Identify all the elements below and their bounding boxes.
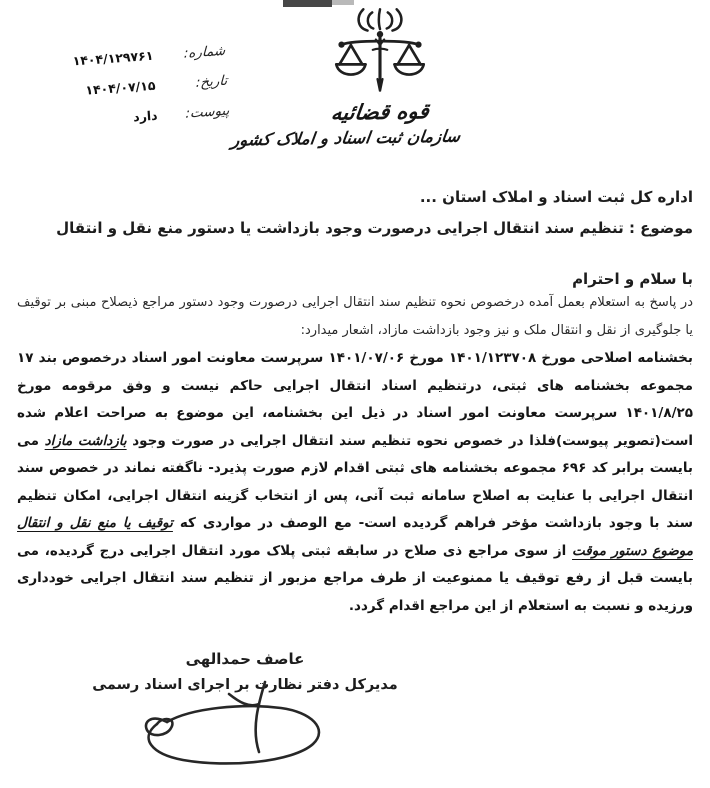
body-segment-emphasis: توقیف یا منع نقل و انتقال موضوع دستور موقت [17,515,694,559]
date-value: ۱۴۰۴/۰۷/۱۵ [84,77,156,98]
meta-row-attachment [19,103,230,134]
date-label: تاریخ: [195,72,228,91]
body-segment: از سوی مراجع ذی صلاح در سابقه ثبتی پلاک مورد انتقال اجرایی درج گردیده، می بایست قبل از رفع توقیف یا ممنوعیت از طرف مراجع مزبور از تنظیم سند انتقال اجرایی خودداری ورزیده و نسبت به استعلام از این مراجع اقدام گردد. [17,542,693,614]
number-label: شماره: [183,42,226,62]
judiciary-scales-emblem-icon [328,4,432,104]
authority-name: قوه قضائیه [329,99,431,125]
signature-scribble-icon [133,680,343,780]
addressee-line: اداره کل ثبت اسناد و املاک استان ... [419,188,693,206]
signatory-name: عاصف حمدالهی [185,650,305,668]
body-segment: می بایست برابر کد ۶۹۶ مجموعه بخشنامه های ثبتی اقدام لازم صورت پذیرد- ناگفته نماند در خصوص سند انتقال اجرایی با عنایت به اصلاح سامانه ثبت آنی، پس از انتخاب گزینه انتقال اجرایی، امکان تنظیم سند با وجود بازداشت مؤخر فراهم گردیده است- مع الوصف در مواردی که [17,432,693,531]
signatory-title: مدیرکل دفتر نظارت بر اجرای اسناد رسمی [92,677,398,693]
letterhead [230,4,462,150]
body-segment: بخشنامه اصلاحی مورخ ۱۴۰۱/۱۲۳۷۰۸ مورخ ۱۴۰۱/۰۷/۰۶ سرپرست معاونت امور اسناد درخصوص بند ۱۷ مجموعه بخشنامه های ثبتی، درتنظیم اسناد انتقال اجرایی حاکم نیست و وفق مرقومه مورخ ۱۴۰۱/۸/۲۵ سرپرست معاونت امور اسناد در ذیل این بخشنامه، این موضوع به صراحت اعلام شده است(تصویر پیوست)فلذا در خصوص نحوه تنظیم سند انتقال اجرایی در صورت وجود [17,350,694,449]
letter-body [17,289,693,620]
salutation: با سلام و احترام [572,270,693,288]
attachment-value: دارد [132,107,159,125]
meta-row-number [15,43,226,74]
body-main-paragraph [17,345,693,620]
body-segment-emphasis: بازداشت مازاد [44,432,127,449]
subject-line: موضوع : تنظیم سند انتقال اجرایی درصورت وجود بازداشت یا دستور منع نقل و انتقال [56,219,693,237]
attachment-label: پیوست: [185,102,230,122]
body-intro-paragraph: در پاسخ به استعلام بعمل آمده درخصوص نحوه تنظیم سند انتقال اجرایی درصورت وجود دستور مراجع ذیصلاح مبنی بر توقیف یا جلوگیری از نقل و انتقال ملک و نیز وجود بازداشت مازاد، اشعار میدارد: [17,295,693,338]
organization-name: سازمان ثبت اسناد و املاک کشور [230,126,462,150]
signature-block [85,650,405,693]
number-value: ۱۴۰۴/۱۲۹۷۶۱ [72,47,154,69]
meta-row-date [17,73,228,104]
letter-meta-block [15,43,231,147]
